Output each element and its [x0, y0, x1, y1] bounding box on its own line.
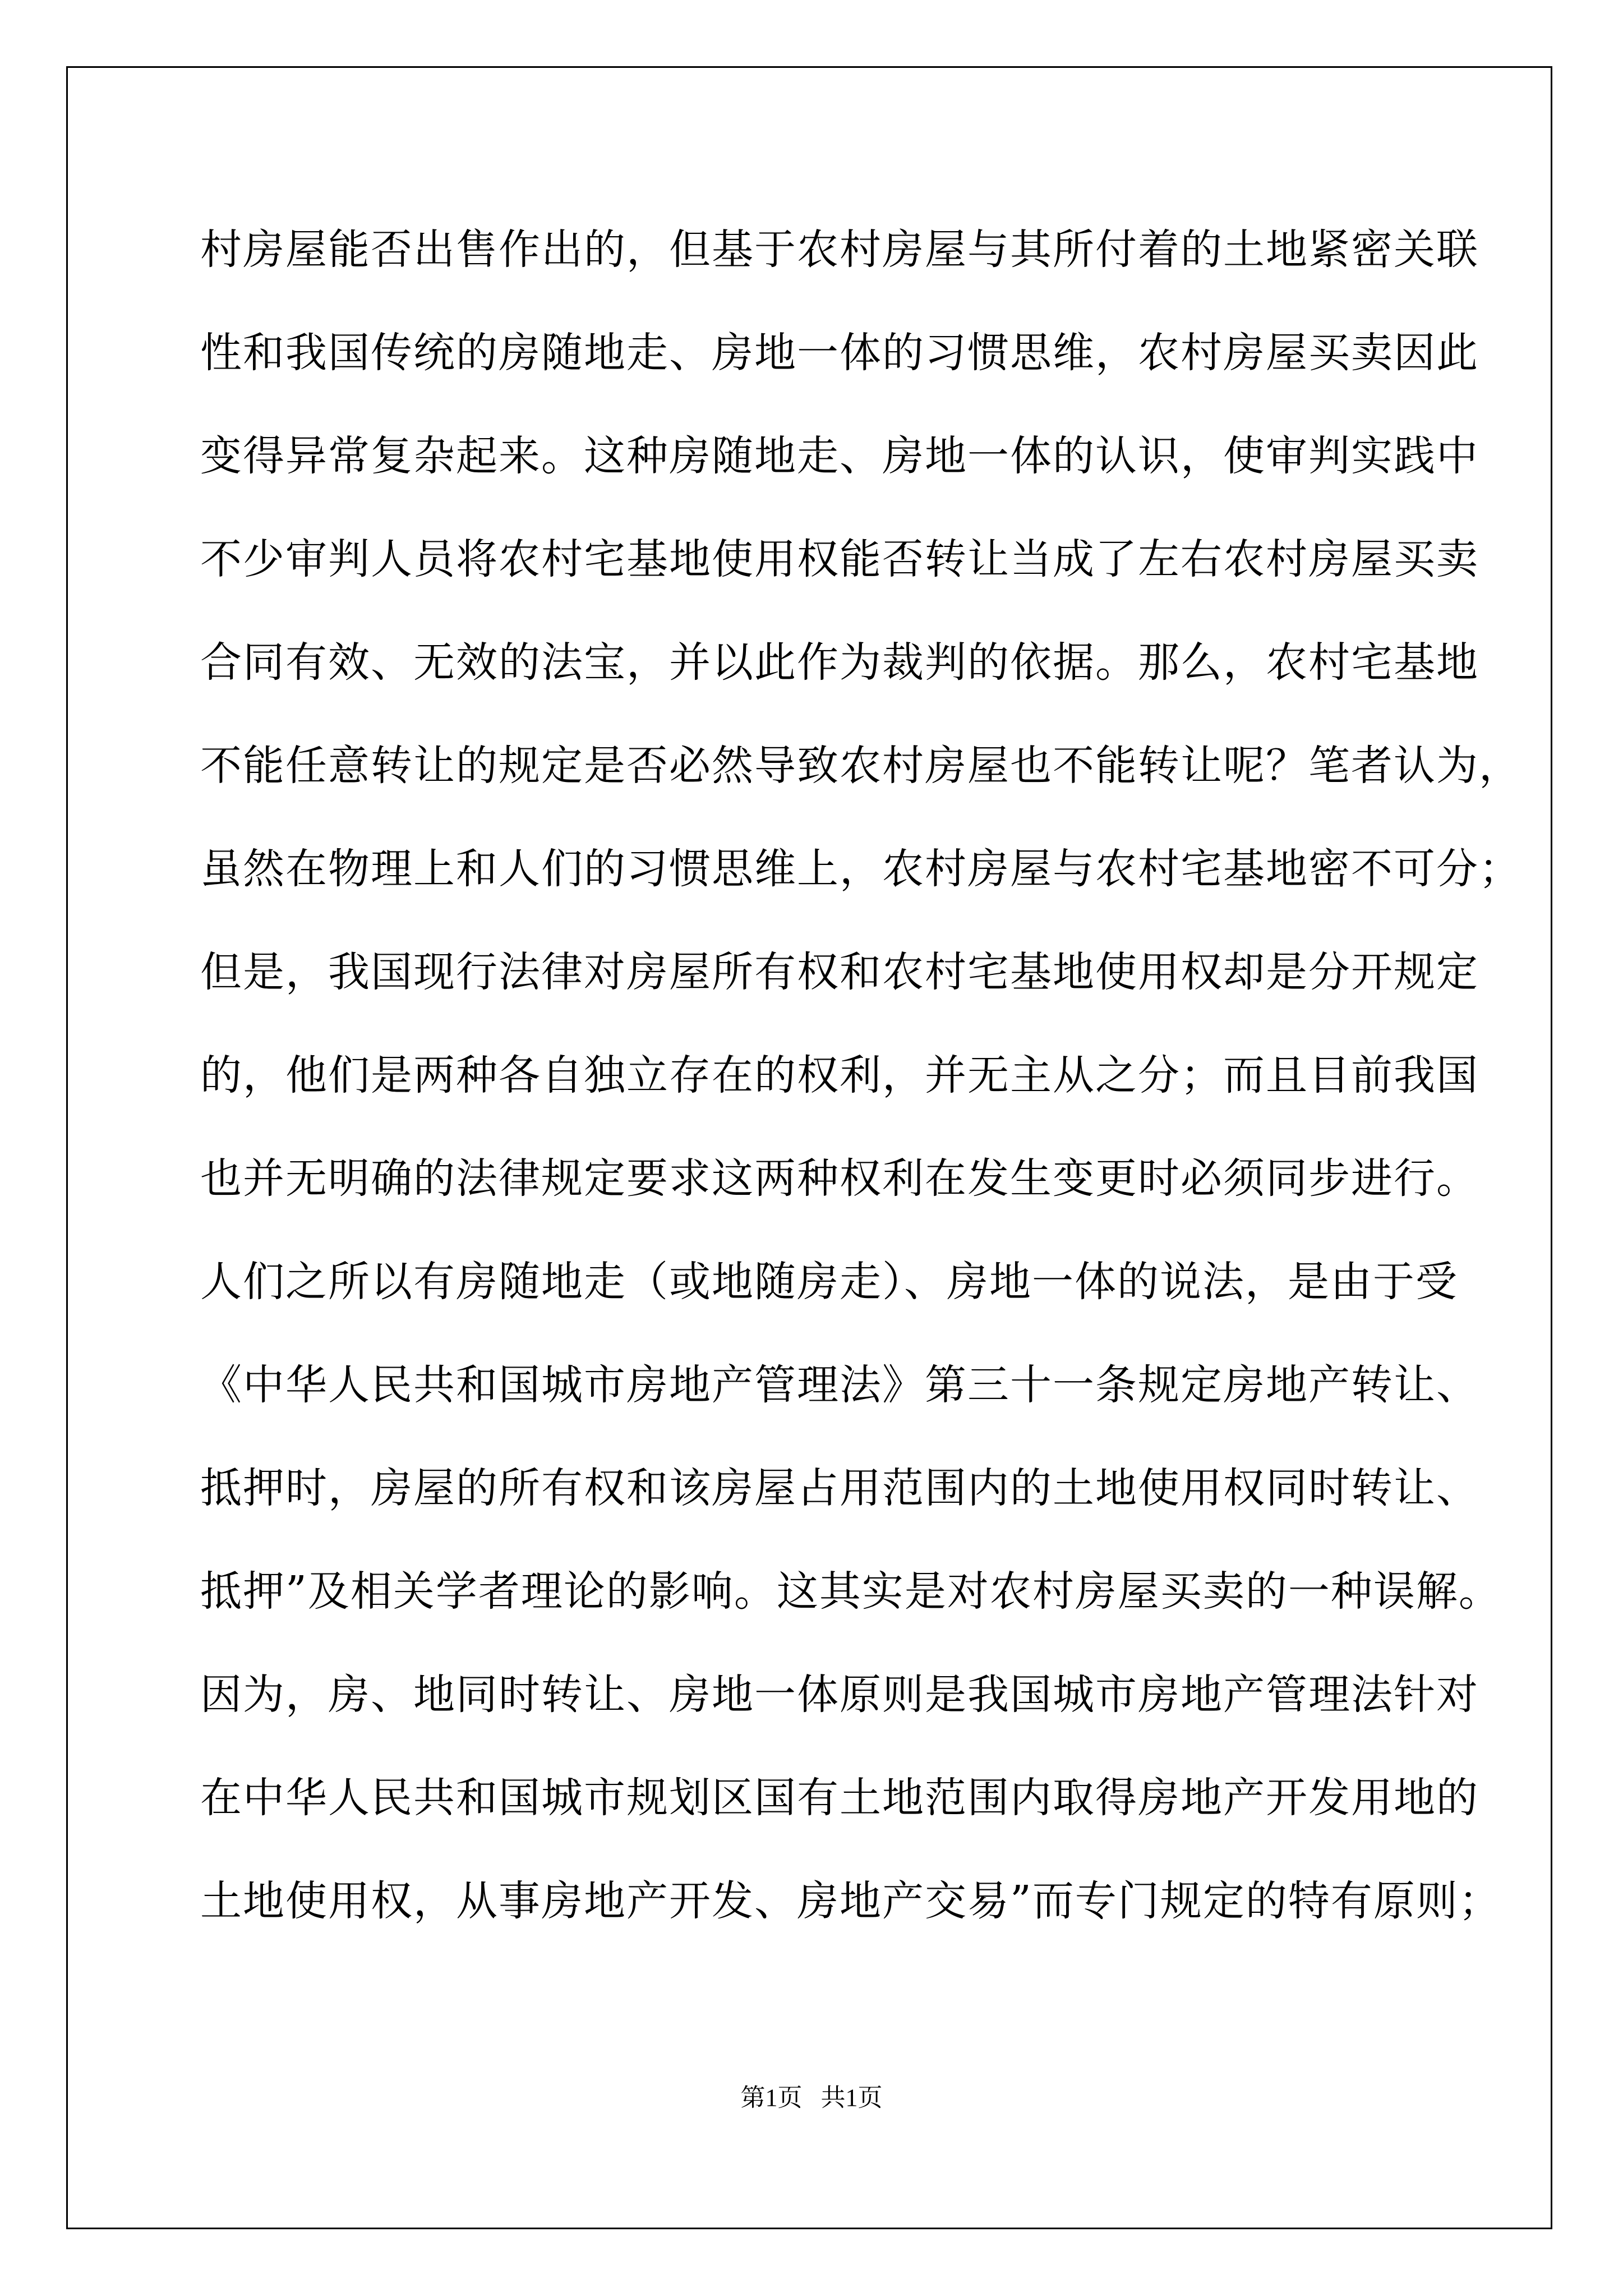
- text-line: 人们之所以有房随地走（或地随房走）、房地一体的说法，是由于受: [200, 1258, 1458, 1306]
- body-text: [200, 216, 1521, 1971]
- page-number-footer: 第1页 共1页: [740, 2084, 883, 2111]
- text-line: 的，他们是两种各自独立存在的权利，并无主从之分；而且目前我国: [200, 1051, 1479, 1099]
- text-line: 合同有效、无效的法宝，并以此作为裁判的依据。那么，农村宅基地: [200, 638, 1479, 687]
- text-line: 变得异常复杂起来。这种房随地走、房地一体的认识，使审判实践中: [200, 432, 1479, 480]
- text-line: 村房屋能否出售作出的，但基于农村房屋与其所付着的土地紧密关联: [200, 226, 1479, 274]
- text-line: 土地使用权，从事房地产开发、房地产交易”而专门规定的特有原则；: [200, 1877, 1501, 1925]
- text-line: 也并无明确的法律规定要求这两种权利在发生变更时必须同步进行。: [200, 1154, 1479, 1203]
- text-line: 但是，我国现行法律对房屋所有权和农村宅基地使用权却是分开规定: [200, 948, 1479, 996]
- text-line: 因为，房、地同时转让、房地一体原则是我国城市房地产管理法针对: [200, 1671, 1479, 1719]
- text-line: 不少审判人员将农村宅基地使用权能否转让当成了左右农村房屋买卖: [200, 535, 1479, 583]
- text-line: 《中华人民共和国城市房地产管理法》第三十一条规定房地产转让、: [200, 1361, 1479, 1409]
- text-line: 在中华人民共和国城市规划区国有土地范围内取得房地产开发用地的: [200, 1774, 1479, 1822]
- text-line: 抵押”及相关学者理论的影响。这其实是对农村房屋买卖的一种误解。: [200, 1567, 1501, 1616]
- text-line: 不能任意转让的规定是否必然导致农村房屋也不能转让呢？笔者认为，: [200, 742, 1521, 790]
- text-line: 抵押时，房屋的所有权和该房屋占用范围内的土地使用权同时转让、: [200, 1464, 1479, 1512]
- text-line: 性和我国传统的房随地走、房地一体的习惯思维，农村房屋买卖因此: [200, 329, 1479, 377]
- text-line: 虽然在物理上和人们的习惯思维上，农村房屋与农村宅基地密不可分；: [200, 845, 1521, 893]
